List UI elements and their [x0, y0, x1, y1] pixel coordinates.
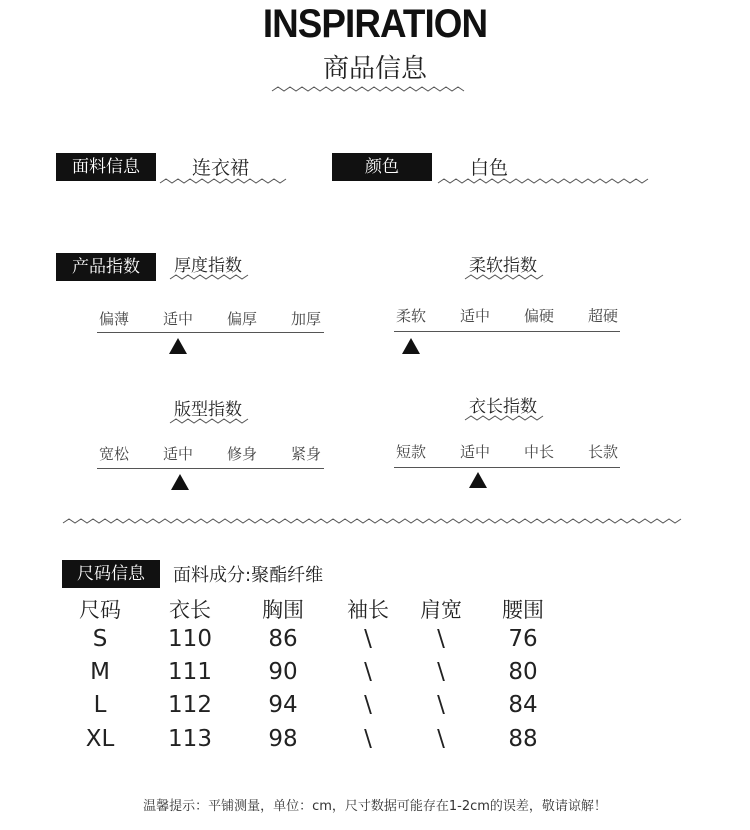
- scale-fit-option: 宽松: [98, 445, 129, 463]
- scale-length-option: 长款: [587, 443, 618, 461]
- wave-underline-fabric: [160, 178, 286, 186]
- size-cell: \: [364, 659, 372, 685]
- size-cell: \: [364, 726, 372, 752]
- size-info-label: 尺码信息: [62, 560, 160, 588]
- page-title: INSPIRATION: [262, 2, 488, 46]
- size-cell: 90: [268, 659, 298, 685]
- scale-thickness-option: 加厚: [290, 310, 321, 328]
- size-composition: 面料成分:聚酯纤维: [173, 565, 324, 586]
- wave-underline-fit: [170, 418, 248, 426]
- scale-thickness-title: 厚度指数: [174, 256, 242, 276]
- size-cell: L: [93, 692, 107, 718]
- scale-length-title: 衣长指数: [469, 397, 537, 417]
- size-cell: \: [437, 726, 445, 752]
- size-cell: 84: [508, 692, 538, 718]
- wave-underline-length: [465, 415, 543, 423]
- wave-underline-thickness: [170, 274, 248, 282]
- size-cell: S: [92, 626, 108, 652]
- size-cell: 98: [268, 726, 298, 752]
- scale-fit-title: 版型指数: [174, 400, 242, 420]
- scale-softness-title: 柔软指数: [469, 256, 537, 276]
- fabric-label: 面料信息: [56, 153, 156, 181]
- scale-thickness-option: 适中: [162, 310, 193, 328]
- scale-fit-option: 紧身: [290, 445, 321, 463]
- size-cell: 88: [508, 726, 538, 752]
- scale-softness-option: 柔软: [395, 307, 426, 325]
- size-cell: M: [90, 659, 110, 685]
- size-cell: \: [437, 692, 445, 718]
- size-cell: 76: [508, 626, 538, 652]
- scale-length-option: 短款: [395, 443, 426, 461]
- scale-thickness-option: 偏厚: [226, 310, 257, 328]
- scale-softness-option: 超硬: [587, 307, 618, 325]
- size-cell: \: [364, 692, 372, 718]
- scale-length-line: [394, 467, 620, 468]
- size-cell: 94: [268, 692, 298, 718]
- size-cell: \: [437, 626, 445, 652]
- product-index-label: 产品指数: [56, 253, 156, 281]
- size-cell: 80: [508, 659, 538, 685]
- scale-thickness-marker: [169, 338, 187, 354]
- size-header-cell: 衣长: [169, 598, 211, 622]
- scale-length-marker: [469, 472, 487, 488]
- wave-divider-main: [63, 518, 681, 526]
- size-cell: XL: [85, 726, 115, 752]
- scale-softness-line: [394, 331, 620, 332]
- size-cell: 113: [168, 726, 212, 752]
- scale-thickness-line: [97, 332, 324, 333]
- scale-softness-option: 偏硬: [523, 307, 554, 325]
- page-subtitle: 商品信息: [322, 54, 427, 84]
- size-header-cell: 腰围: [502, 598, 544, 622]
- color-value: 白色: [470, 157, 509, 179]
- scale-softness-option: 适中: [459, 307, 490, 325]
- scale-fit-option: 适中: [162, 445, 193, 463]
- measurement-note: 温馨提示：平铺测量，单位：cm，尺寸数据可能存在1-2cm的误差，敬请谅解！: [143, 799, 607, 814]
- wave-underline-color: [438, 178, 652, 186]
- size-cell: \: [437, 659, 445, 685]
- size-cell: 86: [268, 626, 298, 652]
- scale-fit-marker: [171, 474, 189, 490]
- scale-length-option: 中长: [523, 443, 554, 461]
- scale-softness-marker: [402, 338, 420, 354]
- color-label: 颜色: [332, 153, 432, 181]
- size-cell: 112: [168, 692, 212, 718]
- size-cell: 110: [168, 626, 212, 652]
- size-cell: \: [364, 626, 372, 652]
- size-header-cell: 胸围: [262, 598, 304, 622]
- size-cell: 111: [168, 659, 212, 685]
- size-header-cell: 尺码: [79, 598, 121, 622]
- scale-fit-option: 修身: [226, 445, 257, 463]
- size-header-cell: 肩宽: [420, 598, 462, 622]
- scale-length-option: 适中: [459, 443, 490, 461]
- scale-thickness-option: 偏薄: [98, 310, 129, 328]
- fabric-value: 连衣裙: [192, 157, 250, 179]
- wave-underline-softness: [465, 274, 543, 282]
- size-header-cell: 袖长: [347, 598, 389, 622]
- scale-fit-line: [97, 468, 324, 469]
- wave-divider-header: [272, 86, 468, 94]
